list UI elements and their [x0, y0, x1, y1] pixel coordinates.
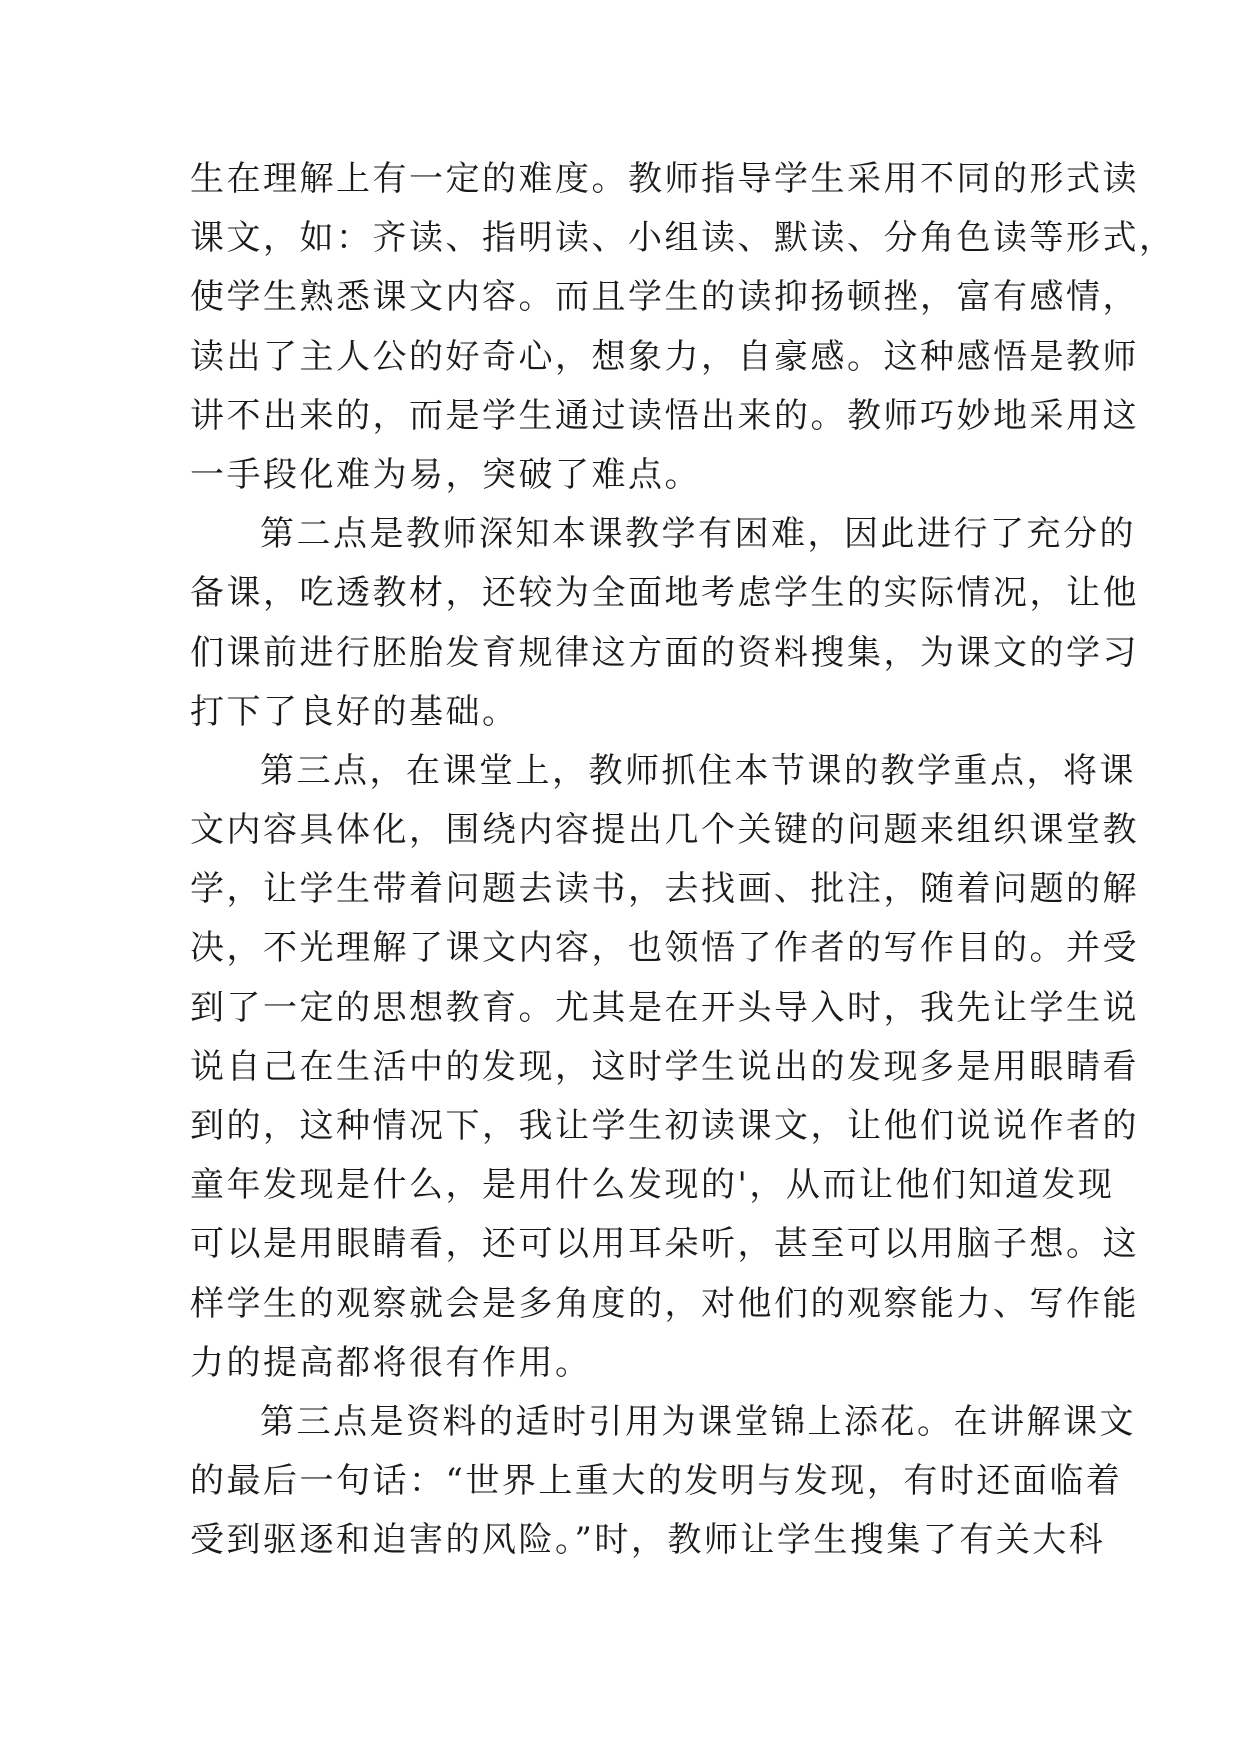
- text-line: 一手段化难为易，突破了难点。: [190, 454, 701, 495]
- text-line: 的最后一句话：“世界上重大的发明与发现，有时还面临着: [190, 1461, 1123, 1502]
- text-line: 学，让学生带着问题去读书，去找画、批注，随着问题的解: [190, 869, 1139, 910]
- text-line: 力的提高都将很有作用。: [190, 1342, 592, 1383]
- text-line: 生在理解上有一定的难度。教师指导学生采用不同的形式读: [190, 159, 1139, 199]
- text-line: 使学生熟悉课文内容。而且学生的读抑扬顿挫，富有感情，: [190, 277, 1139, 318]
- text-line: 可以是用眼睛看，还可以用耳朵听，甚至可以用脑子想。这: [190, 1224, 1139, 1265]
- text-line: 到的，这种情况下，我让学生初读课文，让他们说说作者的: [190, 1106, 1139, 1146]
- text-line: 决，不光理解了课文内容，也领悟了作者的写作目的。并受: [190, 928, 1139, 969]
- text-line: 讲不出来的，而是学生通过读悟出来的。教师巧妙地采用这: [190, 395, 1139, 436]
- text-line: 们课前进行胚胎发育规律这方面的资料搜集，为课文的学习: [190, 632, 1139, 673]
- text-line: 说自己在生活中的发现，这时学生说出的发现多是用眼睛看: [190, 1046, 1139, 1087]
- text-line: 打下了良好的基础。: [190, 691, 519, 732]
- text-line: 备课，吃透教材，还较为全面地考虑学生的实际情况，让他: [190, 573, 1139, 614]
- text-line: 文内容具体化，围绕内容提出几个关键的问题来组织课堂教: [190, 810, 1139, 851]
- text-line: 受到驱逐和迫害的风险。”时，教师让学生搜集了有关大科: [190, 1520, 1106, 1561]
- paragraph-first-line: 第三点，在课堂上，教师抓住本节课的教学重点，将课: [260, 750, 1136, 791]
- text-line: 到了一定的思想教育。尤其是在开头导入时，我先让学生说: [190, 987, 1139, 1028]
- paragraph-first-line: 第三点是资料的适时引用为课堂锦上添花。在讲解课文: [260, 1401, 1136, 1442]
- document-body: [190, 150, 1176, 1571]
- text-line: 课文，如：齐读、指明读、小组读、默读、分角色读等形式，: [190, 218, 1176, 259]
- text-line: 读出了主人公的好奇心，想象力，自豪感。这种感悟是教师: [190, 336, 1139, 377]
- paragraph-first-line: 第二点是教师深知本课教学有困难，因此进行了充分的: [260, 514, 1136, 555]
- text-line: 样学生的观察就会是多角度的，对他们的观察能力、写作能: [190, 1283, 1139, 1324]
- text-line: 童年发现是什么，是用什么发现的'，从而让他们知道发现: [190, 1165, 1115, 1206]
